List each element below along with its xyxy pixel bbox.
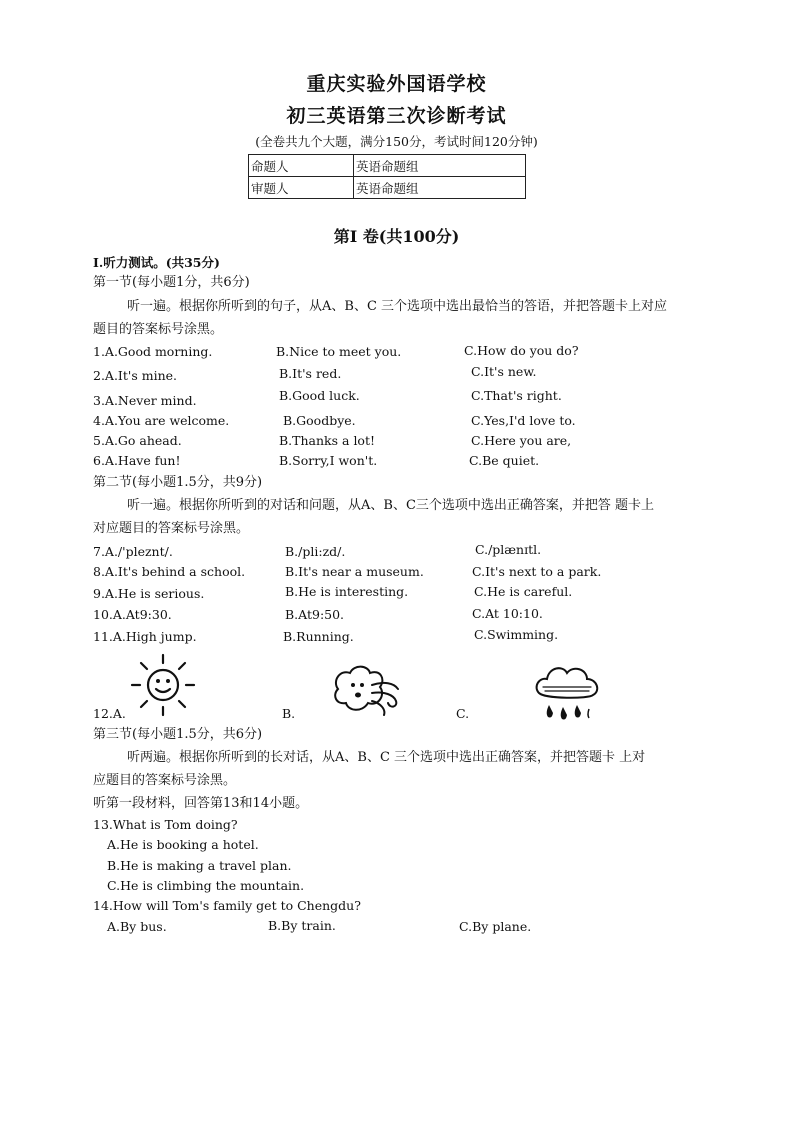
- question-option: B./pli:zd/.: [285, 544, 346, 559]
- question-option: C.Be quiet.: [469, 453, 540, 468]
- question-option: C.How do you do?: [464, 343, 579, 358]
- table-cell-label: 审题人: [249, 177, 354, 199]
- instruction-text: 应题目的答案标号涂黑。: [93, 773, 237, 788]
- question-option: B.He is interesting.: [285, 584, 409, 599]
- question-option: C.Yes,I'd love to.: [471, 413, 576, 428]
- instruction-text: 听一遍。根据你所听到的句子，从A、B、C 三个选项中选出最恰当的答语，并把答题卡上对应: [127, 299, 668, 314]
- question-option: 3.A.Never mind.: [93, 393, 197, 408]
- instruction-text: 听两遍。根据你所听到的长对话，从A、B、C 三个选项中选出正确答案，并把答题卡 上对: [127, 750, 646, 765]
- question-option: 1.A.Good morning.: [93, 344, 213, 359]
- question-option: 9.A.He is serious.: [93, 586, 205, 601]
- question-option: B.Goodbye.: [283, 413, 356, 428]
- exam-info: (全卷共九个大题，满分150分，考试时间120分钟): [255, 134, 538, 149]
- question-option: C.Here you are,: [471, 433, 572, 448]
- question-option: B.Good luck.: [279, 388, 360, 403]
- question-option: B.It's red.: [279, 366, 342, 381]
- sun-icon: [128, 652, 198, 718]
- question-option: C.: [456, 706, 470, 721]
- table-row: [249, 155, 526, 177]
- question-stem: 14.How will Tom's family get to Chengdu?: [93, 898, 361, 913]
- question-option: B.: [282, 706, 296, 721]
- question-option: C./plænɪtl.: [475, 542, 542, 557]
- question-option: 8.A.It's behind a school.: [93, 564, 246, 579]
- question-option: 12.A.: [93, 706, 126, 721]
- table-cell-label: 命题人: [249, 155, 354, 177]
- instruction-text: 对应题目的答案标号涂黑。: [93, 521, 250, 536]
- question-option: 2.A.It's mine.: [93, 368, 177, 383]
- question-option: C.Swimming.: [474, 627, 559, 642]
- question-option: C.It's next to a park.: [472, 564, 602, 579]
- question-option: 7.A./'pleznt/.: [93, 544, 173, 559]
- question-option: B.At9:50.: [285, 607, 345, 622]
- question-option: C.It's new.: [471, 364, 537, 379]
- question-option: C.He is climbing the mountain.: [107, 878, 305, 893]
- question-stem: 13.What is Tom doing?: [93, 817, 238, 832]
- question-option: C.At 10:10.: [472, 606, 543, 621]
- table-row: [249, 177, 526, 199]
- author-table: [248, 154, 526, 199]
- question-option: A.He is booking a hotel.: [107, 837, 259, 852]
- question-option: B.Sorry,I won't.: [279, 453, 378, 468]
- question-option: 11.A.High jump.: [93, 629, 197, 644]
- question-option: B.Nice to meet you.: [276, 344, 402, 359]
- table-cell-value: 英语命题组: [354, 177, 526, 199]
- question-option: 4.A.You are welcome.: [93, 413, 230, 428]
- question-option: 10.A.At9:30.: [93, 607, 172, 622]
- volume-title: 第I 卷(共100分): [333, 227, 460, 246]
- passage-intro: 听第一段材料，回答第13和14小题。: [93, 796, 309, 811]
- question-option: B.It's near a museum.: [285, 564, 424, 579]
- question-option: C.He is careful.: [474, 584, 573, 599]
- part-title: I.听力测试。(共35分): [93, 255, 220, 270]
- school-name: 重庆实验外国语学校: [306, 73, 487, 95]
- section-heading: 第二节(每小题1.5分，共9分): [93, 475, 263, 490]
- question-option: 6.A.Have fun!: [93, 453, 181, 468]
- question-option: B.By train.: [268, 918, 336, 933]
- section-heading: 第三节(每小题1.5分，共6分): [93, 727, 263, 742]
- wind-icon: [328, 661, 406, 719]
- question-option: C.By plane.: [459, 919, 532, 934]
- rain-cloud-icon: [531, 657, 603, 723]
- question-option: C.That's right.: [471, 388, 562, 403]
- question-option: B.He is making a travel plan.: [107, 858, 292, 873]
- instruction-text: 题目的答案标号涂黑。: [93, 322, 224, 337]
- question-option: A.By bus.: [107, 919, 167, 934]
- question-option: 5.A.Go ahead.: [93, 433, 182, 448]
- exam-title: 初三英语第三次诊断考试: [286, 105, 507, 127]
- table-cell-value: 英语命题组: [354, 155, 526, 177]
- section-heading: 第一节(每小题1分，共6分): [93, 275, 250, 290]
- instruction-text: 听一遍。根据你所听到的对话和问题，从A、B、C三个选项中选出正确答案，并把答 题卡上: [127, 498, 655, 513]
- question-option: B.Running.: [283, 629, 354, 644]
- question-option: B.Thanks a lot!: [279, 433, 376, 448]
